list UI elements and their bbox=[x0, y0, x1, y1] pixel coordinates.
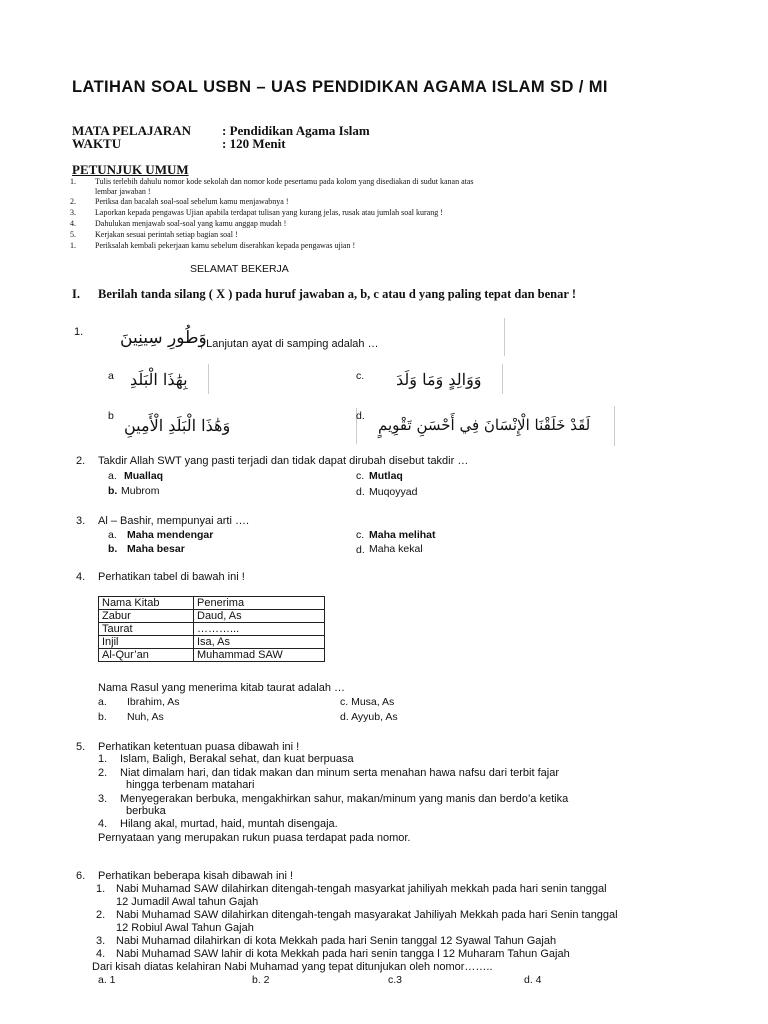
list-item-number: 4. bbox=[98, 818, 108, 830]
question-number: 1. bbox=[74, 326, 84, 338]
table-cell: Al-Qur’an bbox=[99, 649, 194, 662]
question-text: Al – Bashir, mempunyai arti …. bbox=[98, 515, 250, 527]
table-row bbox=[99, 610, 325, 623]
table-cell: Injil bbox=[99, 636, 194, 649]
table-header-cell: Penerima bbox=[194, 597, 325, 610]
list-item: 12 Jumadil Awal tahun Gajah bbox=[116, 896, 259, 908]
option-letter: c. bbox=[356, 370, 365, 382]
list-item: Nabi Muhamad SAW dilahirkan ditengah-tengah masyarakat Jahiliyah Mekkah pada hari Senin tanggal bbox=[116, 909, 618, 921]
question-text: Perhatikan beberapa kisah dibawah ini ! bbox=[98, 870, 294, 882]
table-cell: Taurat bbox=[99, 623, 194, 636]
table-header-cell: Nama Kitab bbox=[99, 597, 194, 610]
instructions-heading: PETUNJUK UMUM bbox=[72, 162, 189, 177]
list-item-number: 2. bbox=[98, 767, 108, 779]
subject-label: MATA PELAJARAN bbox=[72, 123, 192, 138]
list-item: Hilang akal, murtad, haid, muntah disengaja. bbox=[120, 818, 338, 830]
table-cell: Isa, As bbox=[194, 636, 325, 649]
q1-option-a-arabic: بِهَٰذَا الْبَلَدِ bbox=[130, 370, 188, 389]
option-letter: c. bbox=[356, 529, 365, 541]
list-item: Menyegerakan berbuka, mengakhirkan sahur, makan/minum yang manis dan berdo’a ketika bbox=[120, 793, 569, 805]
time-value: : 120 Menit bbox=[222, 136, 286, 151]
list-item: Niat dimalam hari, dan tidak makan dan minum serta menahan hawa nafsu dari terbit fajar bbox=[120, 767, 560, 779]
option-c: c.3 bbox=[388, 974, 403, 986]
list-item-number: 3. bbox=[98, 793, 108, 805]
question-text: Takdir Allah SWT yang pasti terjadi dan tidak dapat dirubah disebut takdir … bbox=[98, 455, 469, 467]
question-number: 4. bbox=[76, 571, 86, 583]
instruction-num: 3. bbox=[70, 208, 76, 217]
option-letter: a. bbox=[98, 696, 107, 708]
question-number: 2. bbox=[76, 455, 86, 467]
option-letter: a. bbox=[108, 529, 117, 541]
list-item-number: 4. bbox=[96, 948, 106, 960]
option-text: Maha kekal bbox=[369, 543, 423, 555]
option-letter: a bbox=[108, 370, 114, 382]
option-text: Maha melihat bbox=[369, 529, 436, 541]
instruction-num: 5. bbox=[70, 230, 76, 239]
option-letter: d. bbox=[356, 410, 365, 422]
option-text: c. Musa, As bbox=[340, 696, 395, 708]
list-item: Nabi Muhamad dilahirkan di kota Mekkah pada hari Senin tanggal 12 Syawal Tahun Gajah bbox=[116, 935, 557, 947]
option-text: Maha mendengar bbox=[127, 529, 214, 541]
option-a: a. 1 bbox=[98, 974, 116, 986]
question-text: Perhatikan tabel di bawah ini ! bbox=[98, 571, 245, 583]
question-number: 3. bbox=[76, 515, 86, 527]
option-d: d. 4 bbox=[524, 974, 542, 986]
q1-question-text: , Lanjutan ayat di samping adalah … bbox=[200, 338, 379, 350]
instruction-text: Kerjakan sesuai perintah setiap bagian soal ! bbox=[95, 230, 238, 239]
instruction-text: Dahulukan menjawab soal-soal yang kamu anggap mudah ! bbox=[95, 219, 287, 228]
list-item-number: 2. bbox=[96, 909, 106, 921]
instruction-text: lembar jawaban ! bbox=[95, 187, 151, 196]
option-letter: a. bbox=[108, 470, 117, 482]
instruction-text: Laporkan kepada pengawas Ujian apabila terdapat tulisan yang kurang jelas, rusak atau jumlah soal kurang ! bbox=[95, 208, 443, 217]
option-text: d. Ayyub, As bbox=[340, 711, 398, 723]
list-item-number: 1. bbox=[98, 753, 108, 765]
question-text: Nama Rasul yang menerima kitab taurat adalah … bbox=[98, 682, 346, 694]
list-item-number: 1. bbox=[96, 883, 106, 895]
greeting: SELAMAT BEKERJA bbox=[190, 263, 289, 275]
instruction-num: 2. bbox=[70, 197, 76, 206]
question-text: Pernyataan yang merupakan rukun puasa terdapat pada nomor. bbox=[98, 832, 411, 844]
list-item-number: 3. bbox=[96, 935, 106, 947]
option-text: Muqoyyad bbox=[369, 486, 418, 498]
table-row bbox=[99, 649, 325, 662]
option-letter: d. bbox=[356, 544, 365, 556]
time-label: WAKTU bbox=[72, 136, 122, 151]
option-b: b. 2 bbox=[252, 974, 270, 986]
list-item: Nabi Muhamad SAW lahir di kota Mekkah pada hari senin tangga l 12 Muharam Tahun Gajah bbox=[116, 948, 570, 960]
instruction-num: 4. bbox=[70, 219, 76, 228]
option-text: Mubrom bbox=[121, 485, 160, 497]
question-number: 6. bbox=[76, 870, 86, 882]
table-row bbox=[99, 636, 325, 649]
instruction-text: Periksa dan bacalah soal-soal sebelum kamu menjawabnya ! bbox=[95, 197, 289, 206]
instruction-num: 1. bbox=[70, 177, 76, 186]
option-letter: b. bbox=[98, 711, 107, 723]
list-item: berbuka bbox=[126, 805, 166, 817]
option-letter: b bbox=[108, 410, 114, 422]
question-text: Dari kisah diatas kelahiran Nabi Muhamad yang tepat ditunjukan oleh nomor…….. bbox=[92, 961, 493, 973]
option-letter: d. bbox=[356, 486, 365, 498]
q1-option-b-image bbox=[118, 408, 357, 444]
table-cell: ………... bbox=[194, 623, 325, 636]
subject-value: : Pendidikan Agama Islam bbox=[222, 123, 370, 138]
q1-option-a-image bbox=[122, 364, 209, 394]
section-number: I. bbox=[72, 287, 80, 301]
option-text: Nuh, As bbox=[127, 711, 164, 723]
q1-option-d-arabic: لَقَدْ خَلَقْنَا الْإِنْسَانَ فِي أَحْسَنِ تَقْوِيمٍ bbox=[378, 416, 591, 434]
q1-option-b-arabic: وَهَٰذَا الْبَلَدِ الْأَمِينِ bbox=[124, 416, 231, 435]
list-item: 12 Robiul Awal Tahun Gajah bbox=[116, 922, 254, 934]
q1-option-c-arabic: وَوَالِدٍ وَمَا وَلَدَ bbox=[396, 370, 482, 389]
q1-option-c-image bbox=[372, 364, 503, 394]
page-title: LATIHAN SOAL USBN – UAS PENDIDIKAN AGAMA ISLAM SD / MI bbox=[72, 78, 608, 96]
option-text: Maha besar bbox=[127, 543, 185, 555]
list-item: Nabi Muhamad SAW dilahirkan ditengah-tengah masyarkat jahiliyah mekkah pada hari senin tanggal bbox=[116, 883, 607, 895]
instruction-text: Periksalah kembali pekerjaan kamu sebelum diserahkan kepada pengawas ujian ! bbox=[95, 241, 356, 250]
q1-question-box bbox=[118, 318, 505, 356]
option-text: Mutlaq bbox=[369, 470, 403, 482]
table-header-row bbox=[99, 597, 325, 610]
instruction-num: 1. bbox=[70, 241, 76, 250]
option-letter: c. bbox=[356, 470, 365, 482]
instruction-text: Tulis terlebih dahulu nomor kode sekolah dan nomor kode pesertamu pada kolom yang disediakan di sudut kanan atas bbox=[95, 177, 474, 186]
option-text: Muallaq bbox=[124, 470, 164, 482]
section-instruction: Berilah tanda silang ( X ) pada huruf jawaban a, b, c atau d yang paling tepat dan benar ! bbox=[98, 287, 576, 301]
option-letter: b. bbox=[108, 543, 118, 555]
list-item: Islam, Baligh, Berakal sehat, dan kuat berpuasa bbox=[120, 753, 354, 765]
list-item: hingga terbenam matahari bbox=[126, 779, 255, 791]
table-row bbox=[99, 623, 325, 636]
question-text: Perhatikan ketentuan puasa dibawah ini ! bbox=[98, 741, 300, 753]
option-text: Ibrahim, As bbox=[127, 696, 180, 708]
q1-option-d-image bbox=[374, 406, 615, 446]
option-letter: b. bbox=[108, 485, 118, 497]
kitab-table bbox=[98, 596, 325, 662]
table-cell: Muhammad SAW bbox=[194, 649, 325, 662]
table-cell: Daud, As bbox=[194, 610, 325, 623]
question-number: 5. bbox=[76, 741, 86, 753]
q1-arabic-verse: وَطُورِ سِينِينَ bbox=[120, 328, 207, 348]
table-cell: Zabur bbox=[99, 610, 194, 623]
